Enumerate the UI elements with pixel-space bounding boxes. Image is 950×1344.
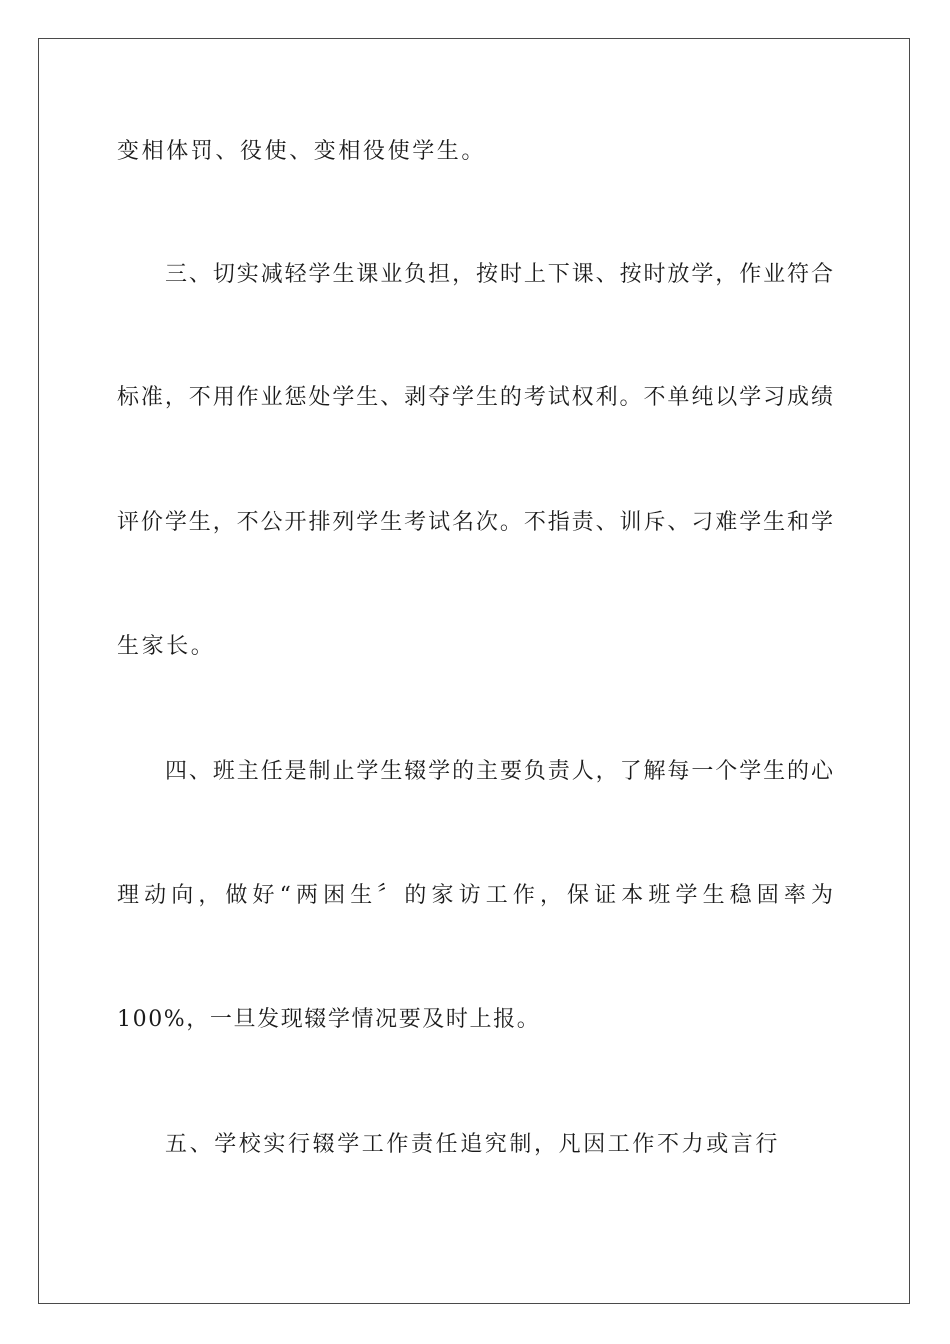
paragraph-4-line-3: 100%，一旦发现辍学情况要及时上报。 [117, 1007, 541, 1032]
text-line-1: 变相体罚、役使、变相役使学生。 [117, 139, 487, 164]
paragraph-3-line-1: 三、切实减轻学生课业负担，按时上下课、按时放学，作业符合 [165, 262, 833, 287]
paragraph-3-line-2: 标准，不用作业惩处学生、剥夺学生的考试权利。不单纯以学习成绩 [117, 385, 833, 410]
paragraph-4-line-2: 理动向，做好“两困生〞的家访工作，保证本班学生稳固率为 [117, 883, 833, 908]
paragraph-5-line-1: 五、学校实行辍学工作责任追究制，凡因工作不力或言行 [165, 1132, 781, 1157]
paragraph-4-line-1: 四、班主任是制止学生辍学的主要负责人，了解每一个学生的心 [165, 759, 833, 784]
paragraph-3-line-4: 生家长。 [117, 634, 216, 659]
page-border [38, 38, 910, 1304]
paragraph-3-line-3: 评价学生，不公开排列学生考试名次。不指责、训斥、刁难学生和学 [117, 510, 833, 535]
